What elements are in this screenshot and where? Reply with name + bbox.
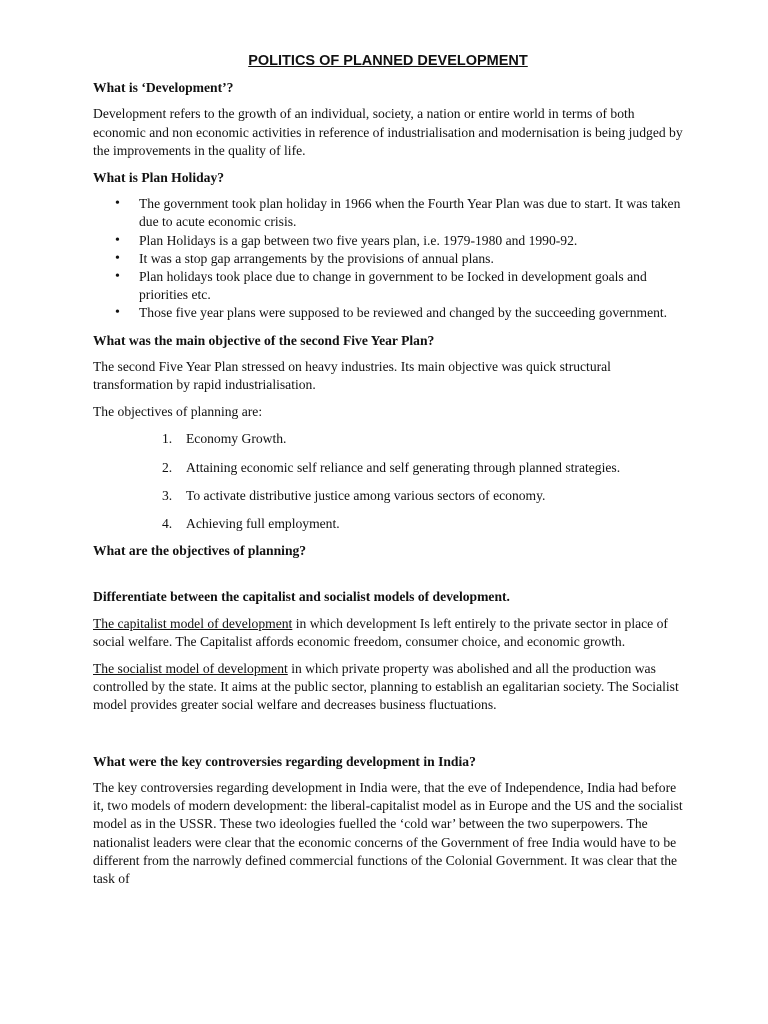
heading-development: What is ‘Development’? <box>93 80 234 96</box>
paragraph-development: Development refers to the growth of an individual, society, a nation or entire world in terms of both economic and non economic activities in reference of industrialisation and modernisation is being judged by the improvements in the quality of life. <box>93 106 683 158</box>
list-number: 2. <box>162 459 173 475</box>
plan-holiday-list <box>93 195 683 322</box>
paragraph-socialist <box>93 660 683 715</box>
objectives-intro: The objectives of planning are: <box>93 404 263 420</box>
list-item <box>162 459 683 477</box>
list-text: Economy Growth. <box>186 431 287 447</box>
capitalist-text: in which development Is left entirely to the private sector in place of social welfare. The Capitalist affords economic freedom, consumer choice, and economic growth. <box>93 615 668 649</box>
capitalist-term: The capitalist model of development <box>93 615 293 631</box>
list-item: • Plan holidays took place due to change in government to be Iocked in development goals and priorities etc. <box>139 268 683 304</box>
list-number: 1. <box>162 431 173 447</box>
socialist-term: The socialist model of development <box>93 661 288 677</box>
spacer <box>93 568 683 588</box>
heading-second-plan: What was the main objective of the second Five Year Plan? <box>93 332 435 348</box>
document-page <box>93 52 683 897</box>
list-number: 4. <box>162 516 173 532</box>
list-item <box>162 487 683 505</box>
paragraph-capitalist <box>93 615 683 651</box>
list-item: • It was a stop gap arrangements by the provisions of annual plans. <box>139 250 683 268</box>
paragraph-controversies: The key controversies regarding development in India were, that the eve of Independence, India had before it, two models of modern development: the liberal-capitalist model as in Europe and the US and the socialist model as in the USSR. These two ideologies fuelled the ‘cold war’ between the two superpowers. The nationalist leaders were clear that the economic concerns of the Government of free India would have to be different from the narrowly defined commercial functions of the Colonial Government. It was clear that the task of <box>93 779 683 886</box>
list-item: • Plan Holidays is a gap between two five years plan, i.e. 1979-1980 and 1990-92. <box>139 232 683 250</box>
socialist-text: in which private property was abolished and all the production was controlled by the state. It aims at the public sector, planning to establish an egalitarian society. The Socialist model provides greater social welfare and decreases business fluctuations. <box>93 661 679 713</box>
heading-plan-holiday: What is Plan Holiday? <box>93 170 225 186</box>
list-text: Attaining economic self reliance and self generating through planned strategies. <box>186 459 621 475</box>
heading-models: Differentiate between the capitalist and socialist models of development. <box>93 589 510 605</box>
list-item <box>162 515 683 533</box>
list-item: • The government took plan holiday in 1966 when the Fourth Year Plan was due to start. It was taken due to acute economic crisis. <box>139 195 683 231</box>
list-text: To activate distributive justice among various sectors of economy. <box>186 487 546 503</box>
list-number: 3. <box>162 487 173 503</box>
heading-objectives-planning: What are the objectives of planning? <box>93 543 307 559</box>
heading-controversies: What were the key controversies regarding development in India? <box>93 753 476 769</box>
paragraph-second-plan: The second Five Year Plan stressed on heavy industries. Its main objective was quick structural transformation by rapid industrialisation. <box>93 358 611 393</box>
list-item: • Those five year plans were supposed to be reviewed and changed by the succeeding government. <box>139 304 683 322</box>
objectives-list <box>93 430 683 533</box>
spacer <box>93 724 683 753</box>
page-title: POLITICS OF PLANNED DEVELOPMENT <box>248 53 528 69</box>
list-item <box>162 430 683 448</box>
list-text: Achieving full employment. <box>186 516 340 532</box>
